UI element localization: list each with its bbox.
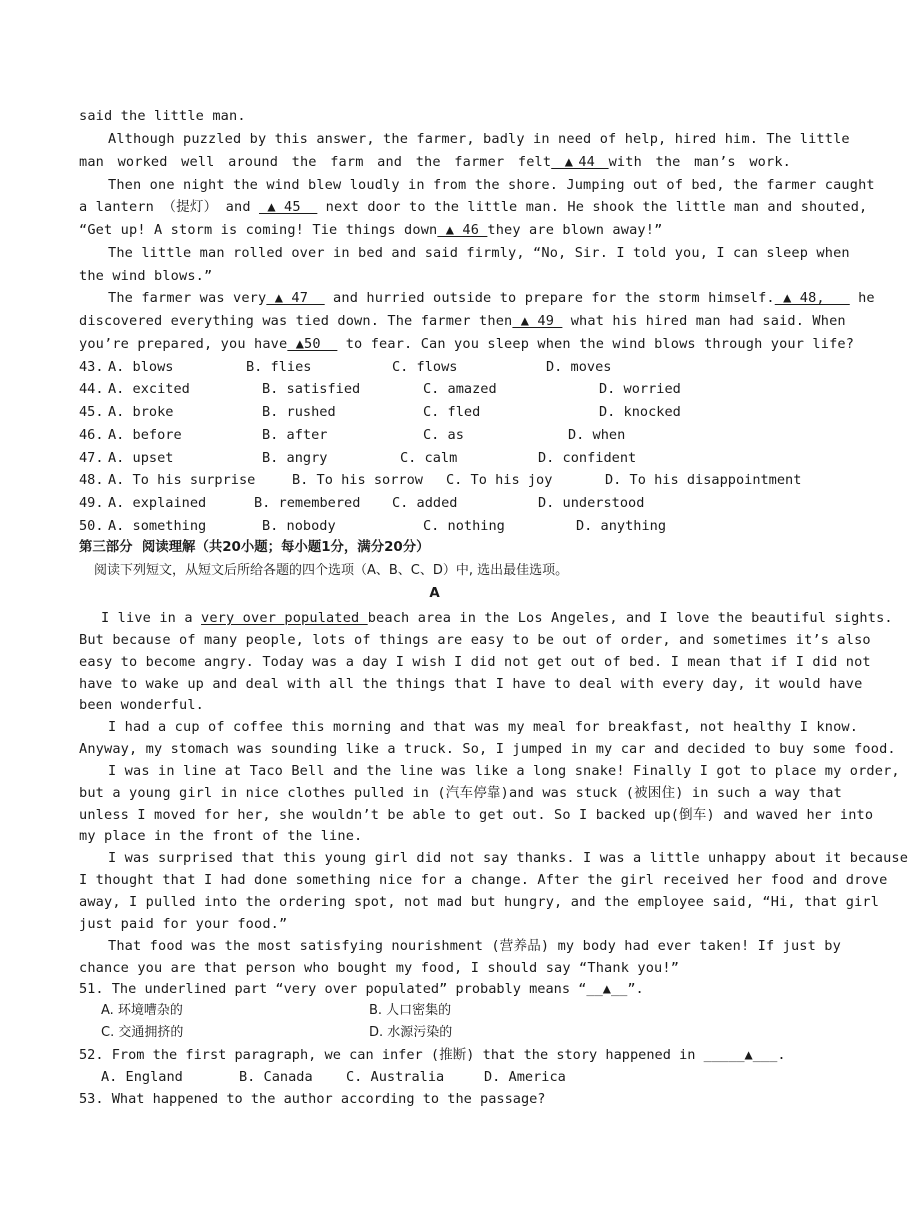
option-c[interactable]: C. nothing xyxy=(423,518,505,534)
answer-blank[interactable]: _____▲___ xyxy=(703,1047,778,1063)
passage-label: A xyxy=(429,586,440,601)
passage-line: a lantern （提灯） and ▲ 45 next door to the little man. He shook the little man and shouted, xyxy=(79,199,868,215)
passage-line: unless I moved for her, she wouldn’t be able to get out. So I backed up(倒车) and waved her into xyxy=(79,807,874,823)
question-51-stem: 51. The underlined part “very over populated” probably means “__▲__”. xyxy=(79,981,644,997)
option-a[interactable]: A. excited xyxy=(108,381,190,397)
blank-49: ▲ 49 xyxy=(512,313,563,329)
option-c[interactable]: C. calm xyxy=(400,450,458,466)
option-b[interactable]: B. remembered xyxy=(254,495,361,511)
option-a[interactable]: A. broke xyxy=(108,404,174,420)
option-b[interactable]: B. nobody xyxy=(262,518,336,534)
option-b[interactable]: B. 人口密集的 xyxy=(369,1003,452,1018)
option-b[interactable]: B. after xyxy=(262,427,328,443)
passage-line: But because of many people, lots of things are easy to be out of order, and sometimes it’s also xyxy=(79,632,871,648)
passage-line: I was surprised that this young girl did not say thanks. I was a little unhappy about it because xyxy=(108,850,908,866)
passage-line: been wonderful. xyxy=(79,697,205,713)
blank-47: ▲ 47 xyxy=(266,290,325,306)
option-d[interactable]: D. understood xyxy=(538,495,645,511)
option-b[interactable]: B. To his sorrow xyxy=(292,472,423,488)
option-d[interactable]: D. anything xyxy=(576,518,667,534)
option-b[interactable]: B. flies xyxy=(246,359,312,375)
answer-blank[interactable]: __▲__ xyxy=(586,981,628,997)
passage-line: but a young girl in nice clothes pulled in (汽车停靠)and was stuck (被困住) in such a way that xyxy=(79,785,842,801)
passage-line: The farmer was very ▲ 47 and hurried outside to prepare for the storm himself. ▲ 48, he xyxy=(108,290,875,306)
option-c[interactable]: C. To his joy xyxy=(446,472,553,488)
option-a[interactable]: A. England xyxy=(101,1069,183,1085)
passage-line: the wind blows.” xyxy=(79,268,213,284)
passage-line: chance you are that person who bought my food, I should say “Thank you!” xyxy=(79,960,680,976)
passage-line: I live in a very over populated beach area in the Los Angeles, and I love the beautiful sights. xyxy=(101,610,893,626)
option-d[interactable]: D. To his disappointment xyxy=(605,472,802,488)
option-a[interactable]: A. upset xyxy=(108,450,174,466)
option-d[interactable]: D. 水源污染的 xyxy=(369,1025,453,1040)
blank-50: ▲50 xyxy=(287,336,338,352)
blank-46: ▲ 46 xyxy=(437,222,488,238)
passage-line: The little man rolled over in bed and said firmly, “No, Sir. I told you, I can sleep when xyxy=(108,245,850,261)
option-c[interactable]: C. added xyxy=(392,495,458,511)
option-d[interactable]: D. when xyxy=(568,427,626,443)
passage-line: Anyway, my stomach was sounding like a truck. So, I jumped in my car and decided to buy some food. xyxy=(79,741,896,757)
option-c[interactable]: C. 交通拥挤的 xyxy=(101,1025,184,1040)
option-d[interactable]: D. knocked xyxy=(599,404,681,420)
section-heading: 第三部分 阅读理解（共20小题；每小题1分，满分20分） xyxy=(79,540,430,555)
option-d[interactable]: D. confident xyxy=(538,450,637,466)
passage-line: said the little man. xyxy=(79,108,246,124)
option-d[interactable]: D. worried xyxy=(599,381,681,397)
passage-line: “Get up! A storm is coming! Tie things down ▲ 46 they are blown away!” xyxy=(79,222,663,238)
blank-45: ▲ 45 xyxy=(259,199,318,215)
passage-line: I thought that I had done something nice for a change. After the girl received her food and drove xyxy=(79,872,888,888)
passage-line: easy to become angry. Today was a day I wish I did not get out of bed. I mean that if I did not xyxy=(79,654,871,670)
passage-line: Although puzzled by this answer, the farmer, badly in need of help, hired him. The little xyxy=(108,131,850,147)
blank-48: ▲ 48, xyxy=(774,290,850,306)
underlined-phrase: very over populated xyxy=(201,610,368,626)
passage-line: Then one night the wind blew loudly in from the shore. Jumping out of bed, the farmer caught xyxy=(108,177,875,193)
passage-line: discovered everything was tied down. The farmer then ▲ 49 what his hired man had said. When xyxy=(79,313,846,329)
option-c[interactable]: C. flows xyxy=(392,359,458,375)
blank-44: ▲44 xyxy=(551,154,609,170)
option-a[interactable]: A. before xyxy=(108,427,182,443)
option-a[interactable]: A. To his surprise xyxy=(108,472,256,488)
option-c[interactable]: C. Australia xyxy=(346,1069,445,1085)
option-a[interactable]: A. something xyxy=(108,518,207,534)
passage-line: away, I pulled into the ordering spot, not mad but hungry, and the employee said, “Hi, that girl xyxy=(79,894,880,910)
option-a[interactable]: A. blows xyxy=(108,359,174,375)
option-a[interactable]: A. 环境嘈杂的 xyxy=(101,1003,183,1018)
passage-line: I was in line at Taco Bell and the line was like a long snake! Finally I got to place my order, xyxy=(108,763,900,779)
passage-line: That food was the most satisfying nourishment (营养品) my body had ever taken! If just by xyxy=(108,938,841,954)
passage-line: my place in the front of the line. xyxy=(79,828,363,844)
passage-line: just paid for your food.” xyxy=(79,916,288,932)
passage-line: you’re prepared, you have ▲50 to fear. Can you sleep when the wind blows through your life? xyxy=(79,336,855,352)
option-b[interactable]: B. satisfied xyxy=(262,381,361,397)
passage-line: man worked well around the farm and the farmer felt ▲44 with the man’s work. xyxy=(79,154,791,170)
option-c[interactable]: C. amazed xyxy=(423,381,497,397)
question-53-stem: 53. What happened to the author according to the passage? xyxy=(79,1091,546,1107)
passage-line: I had a cup of coffee this morning and that was my meal for breakfast, not healthy I know. xyxy=(108,719,859,735)
passage-line: have to wake up and deal with all the things that I have to deal with every day, it would have xyxy=(79,676,863,692)
option-d[interactable]: D. moves xyxy=(546,359,612,375)
option-a[interactable]: A. explained xyxy=(108,495,207,511)
option-d[interactable]: D. America xyxy=(484,1069,566,1085)
option-b[interactable]: B. rushed xyxy=(262,404,336,420)
option-b[interactable]: B. Canada xyxy=(239,1069,313,1085)
question-52-stem: 52. From the first paragraph, we can infer (推断) that the story happened in _____▲___. xyxy=(79,1047,786,1063)
exam-page: said the little man. Although puzzled by this answer, the farmer, badly in need of help, hired him. The little man worked well around the farm and the farmer felt ▲44 with the man’s work. Then one night the wind blew loudly in from the shore. Jumping out of bed, the farmer caught a lantern （提灯） and ▲ 45 next door to the little man. He shook the little man and shouted, “Get up! A storm is coming! Tie things down ▲ 46 they are blown away!” The little man rolled over in bed and said firmly, “No, Sir. I told you, I can sleep when the wind blows.” The farmer was very ▲ 47 and hurried outside to prepare for the storm himself. ▲ 48, he discovered everything was tied down. The farmer then ▲ 49 what his hired man had said. When you’re prepared, you have ▲50 to fear. Can you sleep when the wind blows through your life? 43. A. blows B. flies C. flows D. moves 44. A. excited B. satisfied C. amazed D. worried 45. A. broke B. rushed C. fled D. knocked 46. A. before B. after C. as D. when 47. A. upset B. angry C. calm D. confident 48. A. To his surprise B. To his sorrow C. To his joy D. To his disappointment 49. A. explained B. remembered C. added D. understood 50. A. something B. nobody C. nothing D. anything 第三部分 阅读理解（共20小题；每小题1分，满分20分） 阅读下列短文，从短文后所给各题的四个选项（A、B、C、D）中, 选出最佳选项。 A I live in a very over populated beach area in the Los Angeles, and I love the beautiful sights. But because of many people, lots of things are easy to be out of order, and sometimes it’s also easy to become angry. Today was a day I wish I did not get out of bed. I mean that if I did not have to wake up and deal with all the things that I have to deal with every day, it would have been wonderful. I had a cup of coffee this morning and that was my meal for breakfast, not healthy I know. Anyway, my stomach was sounding like a truck. So, I jumped in my car and decided to buy some food. I was in line at Taco Bell and the line was like a long snake! Finally I got to place my order, but a young girl in nice clothes pulled in (汽车停靠)and was stuck (被困住) in such a way that unless I moved for her, she wouldn’t be able to get out. So I backed up(倒车) and waved her into my place in the front of the line. I was surprised that this young girl did not say thanks. I was a little unhappy about it because I thought that I had done something nice for a change. After the girl received her food and drove away, I pulled into the ordering spot, not mad but hungry, and the employee said, “Hi, that girl just paid for your food.” That food was the most satisfying nourishment (营养品) my body had ever taken! If just by chance you are that person who bought my food, I should say “Thank you!” 51. The underlined part “very over populated” probably means “__▲__”. A. 环境嘈杂的 B. 人口密集的 C. 交通拥挤的 D. 水源污染的 52. From the first paragraph, we can infer (推断) that the story happened in _____▲___. A. England B. Canada C. Australia D. America 53. What happened to the author according to the passage? xyxy=(0,0,869,1228)
section-instruction: 阅读下列短文，从短文后所给各题的四个选项（A、B、C、D）中, 选出最佳选项。 xyxy=(94,563,569,578)
option-c[interactable]: C. fled xyxy=(423,404,481,420)
option-b[interactable]: B. angry xyxy=(262,450,328,466)
option-c[interactable]: C. as xyxy=(423,427,464,443)
